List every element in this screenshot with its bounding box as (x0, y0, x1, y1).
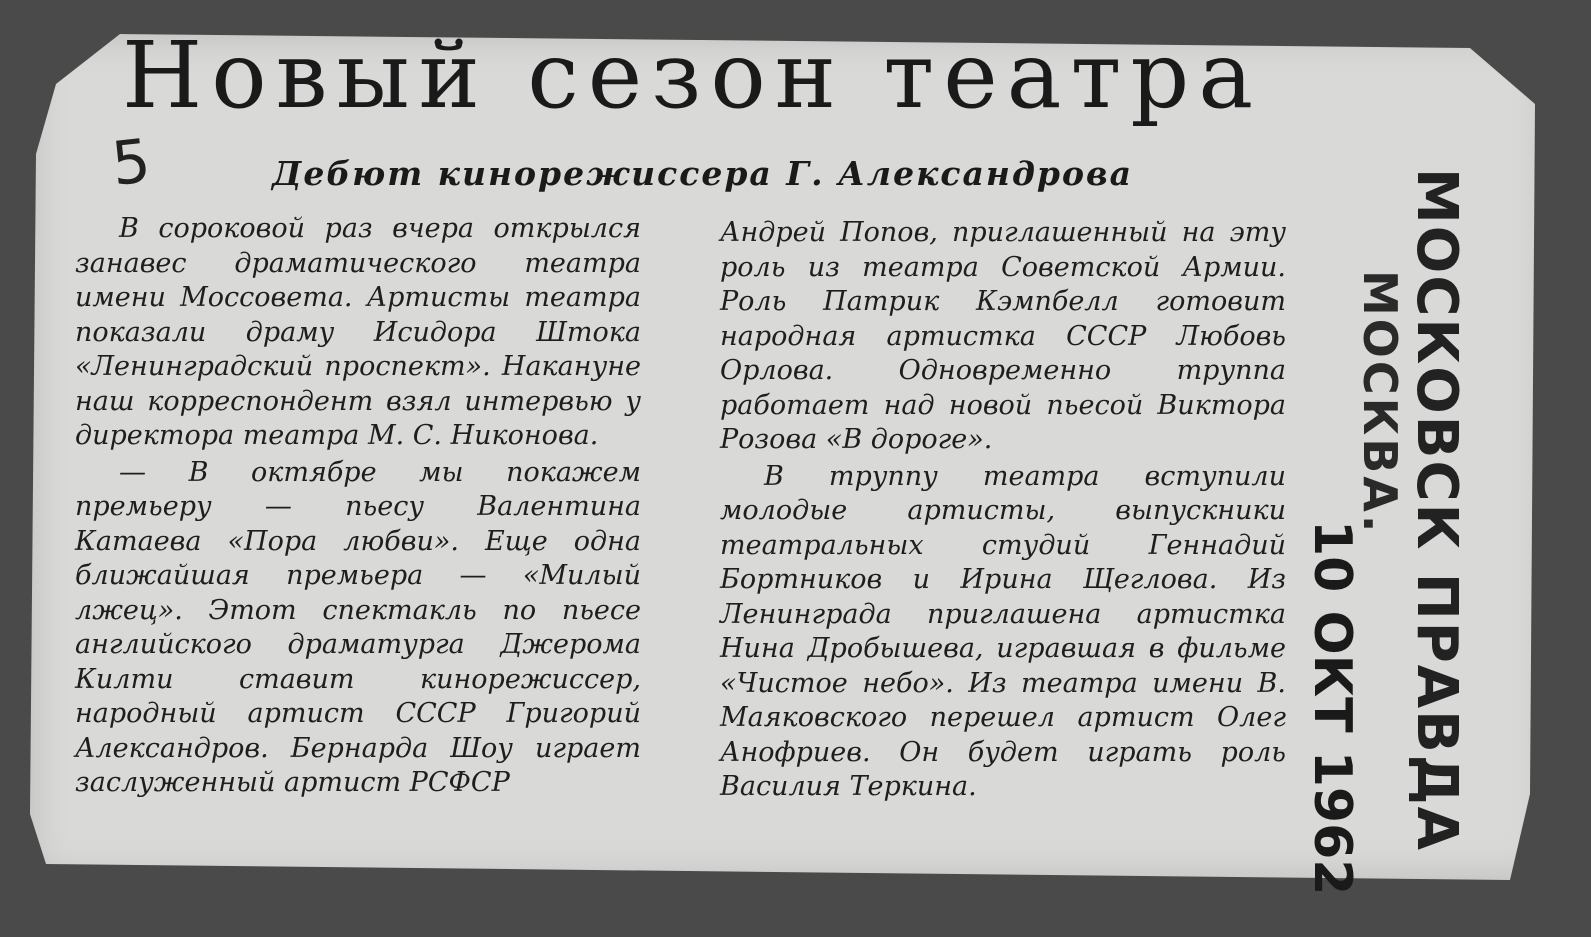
paragraph: — В октябре мы покажем премьеру — пьесу Валентина Катаева «Пора любви». Еще одна ближайшая премьера — «Милый лжец». Этот спектакль по пьесе английского драматурга Джерома Килти ставит кинорежиссер, народный артист СССР Григорий Александров. Бернарда Шоу играет заслуженный артист РСФСР (75, 456, 641, 798)
stamp-date: 10 ОКТ 1962 (1302, 520, 1362, 896)
paragraph: Андрей Попов, приглашенный на эту роль из театра Советской Армии. Роль Патрик Кэмпбелл готовит народная артистка СССР Любовь Орлова. Одновременно труппа работает над новой пьесой Виктора Розова «В дороге». (720, 217, 1286, 455)
subheadline: Дебют кинорежиссера Г. Александрова (272, 154, 1134, 193)
handwritten-page-number: 5 (108, 126, 154, 200)
paragraph: В труппу театра вступили молодые артисты, выпускники театральных студий Геннадий Бортников и Ирина Щеглова. Из Ленинграда приглашена артистка Нина Дробышева, игравшая в фильме «Чистое небо». Из театра имени В. Маяковского перешел артист Олег Анофриев. Он будет играть роль Василия Теркина. (720, 460, 1286, 802)
stamp-city: МОСКВА. (1353, 270, 1407, 536)
article-column-right (720, 216, 1286, 805)
headline: Новый сезон театра (122, 22, 1263, 129)
article-column-left (75, 212, 641, 801)
stamp-newspaper-name: МОСКОВСК ПРАВДА (1404, 168, 1469, 853)
paragraph: В сороковой раз вчера открылся занавес драматического театра имени Моссовета. Артисты театра показали драму Исидора Штока «Ленинградский проспект». Накануне наш корреспондент взял интервью у директора театра М. С. Никонова. (75, 213, 641, 451)
